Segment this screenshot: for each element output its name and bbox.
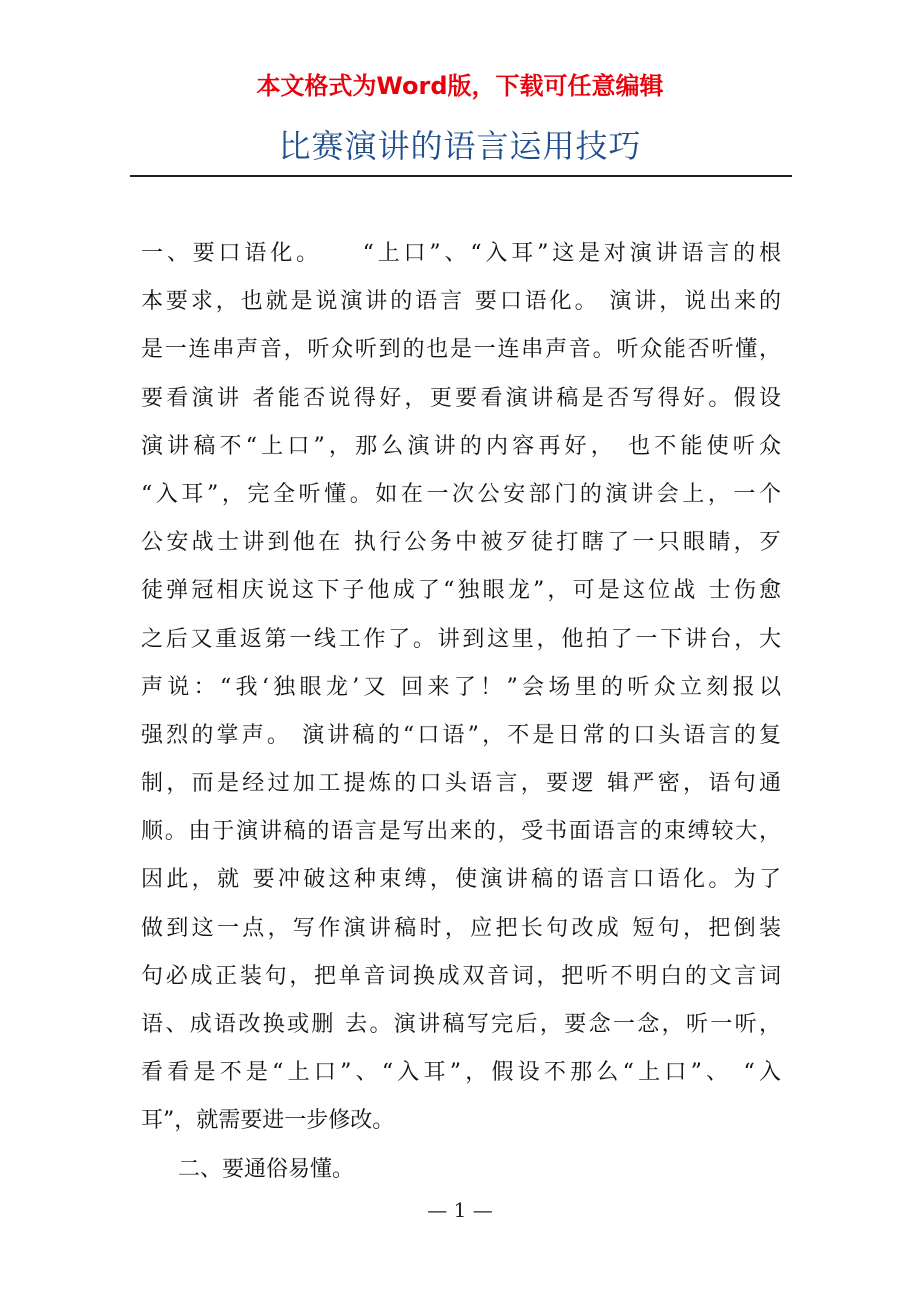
- paragraph-line: “入耳”，完全听懂。如在一次公安部门的演讲会上，一个: [141, 481, 781, 507]
- paragraph-line: 顺。由于演讲稿的语言是写出来的，受书面语言的束缚较大，: [141, 819, 781, 845]
- paragraph-line: 耳”，就需要进一步修改。: [141, 1108, 395, 1134]
- paragraph-line: 做到这一点，写作演讲稿时，应把长句改成 短句，把倒装: [141, 915, 781, 941]
- paragraph-line: 徒弹冠相庆说这下子他成了“独眼龙”，可是这位战 士伤愈: [141, 578, 781, 604]
- paragraph-line: 要看演讲 者能否说得好，更要看演讲稿是否写得好。假设: [141, 385, 781, 411]
- section-2-heading: 二、要通俗易懂。: [178, 1157, 355, 1182]
- format-notice-banner: 本文格式为Word版，下载可任意编辑: [256, 72, 664, 100]
- paragraph-line: 语、成语改换或删 去。演讲稿写完后，要念一念，听一听，: [141, 1012, 781, 1037]
- paragraph-line: 看看是不是“上口”、“入耳”，假设不那么“上口”、 “入: [141, 1060, 781, 1086]
- paragraph-line: 强烈的掌声。 演讲稿的“口语”，不是日常的口头语言的复: [141, 722, 781, 748]
- paragraph-line: 声说：“我‘独眼龙’又 回来了！”会场里的听众立刻报以: [141, 674, 781, 700]
- paragraph-line: 本要求，也就是说演讲的语言 要口语化。 演讲，说出来的: [141, 289, 781, 315]
- paragraph-line: 因此，就 要冲破这种束缚，使演讲稿的语言口语化。为了: [141, 867, 781, 893]
- document-title: 比赛演讲的语言运用技巧: [278, 127, 642, 165]
- paragraph-line: 句必成正装句，把单音词换成双音词，把听不明白的文言词: [141, 963, 781, 989]
- title-divider: [130, 175, 792, 177]
- paragraph-line: 是一连串声音，听众听到的也是一连串声音。听众能否听懂，: [141, 337, 781, 363]
- paragraph-1: [141, 230, 781, 1146]
- page-number: — 1 —: [427, 1198, 493, 1222]
- paragraph-line: 之后又重返第一线工作了。讲到这里，他拍了一下讲台，大: [141, 626, 781, 652]
- paragraph-line: 制，而是经过加工提炼的口头语言，要逻 辑严密，语句通: [141, 771, 781, 797]
- paragraph-line: 公安战士讲到他在 执行公务中被歹徒打瞎了一只眼睛，歹: [141, 530, 781, 556]
- paragraph-line: 演讲稿不“上口”，那么演讲的内容再好， 也不能使听众: [141, 433, 781, 459]
- paragraph-line: 一、要口语化。 “上口”、“入耳”这是对演讲语言的根: [141, 241, 781, 266]
